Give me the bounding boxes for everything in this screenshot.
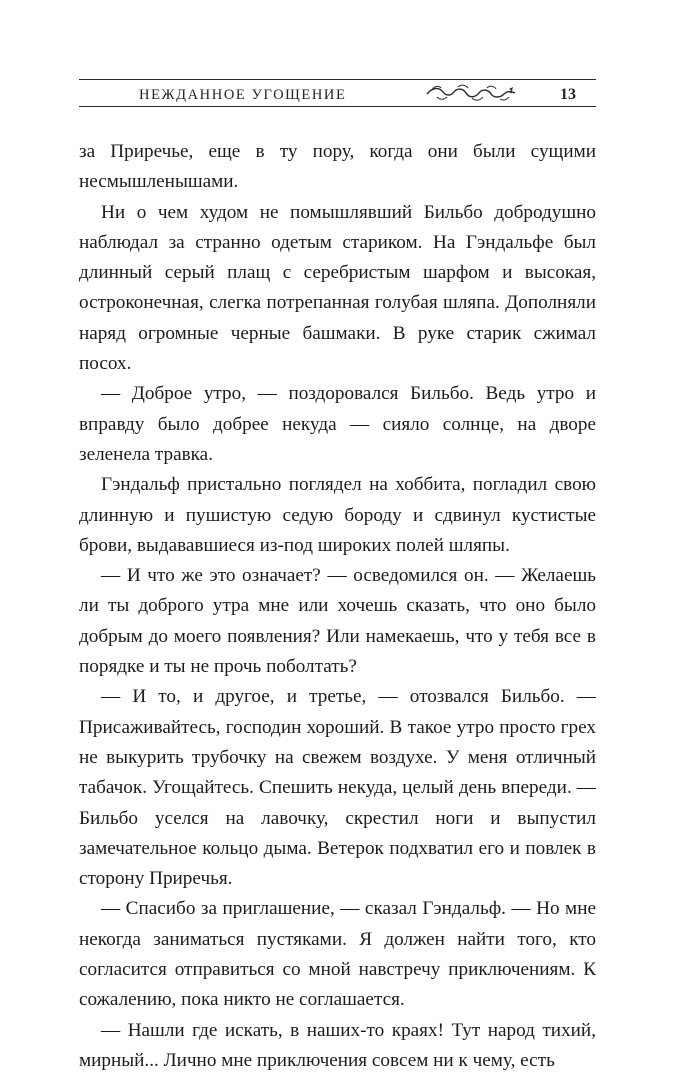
paragraph-6: — И то, и другое, и третье, — отозвался Бильбо. — Присаживайтесь, господин хороший. В такое утро просто грех не выкурить трубочку на свежем воздухе. У меня отличный табачок. Угощайтесь. Спешить некуда, целый день впереди. — Бильбо уселся на лавочку, скрестил ноги и выпустил замечательное кольцо дыма. Ветерок подхватил его и повлек в сторону Приречья. (79, 686, 596, 890)
page-number: 13 (560, 86, 576, 103)
paragraph-4: Гэндальф пристально поглядел на хоббита, погладил свою длинную и пушистую седую бороду и сдвинул кустистые брови, выдававшиеся из-под широких полей шляпы. (79, 474, 596, 556)
running-title: НЕЖДАННОЕ УГОЩЕНИЕ (139, 87, 347, 103)
dragon-ornament-icon (425, 83, 517, 103)
paragraph-8: — Нашли где искать, в наших-то краях! Тут народ тихий, мирный... Лично мне приключения совсем ни к чему, есть (79, 1019, 596, 1071)
paragraph-1: за Приречье, еще в ту пору, когда они были сущими несмышленышами. (79, 141, 596, 193)
paragraph-5: — И что же это означает? — осведомился он. — Желаешь ли ты доброго утра мне или хочешь сказать, что оно было добрым до моего появления? Или намекаешь, что у тебя все в порядке и ты не прочь поболтать? (79, 565, 596, 678)
paragraph-7: — Спасибо за приглашение, — сказал Гэндальф. — Но мне некогда заниматься пустяками. Я должен найти того, кто согласится отправиться со мной навстречу приключениям. К сожалению, пока никто не соглашается. (79, 898, 596, 1011)
paragraph-2: Ни о чем худом не помышлявший Бильбо добродушно наблюдал за странно одетым стариком. На Гэндальфе был длинный серый плащ с серебристым шарфом и высокая, остроконечная, слегка потрепанная голубая шляпа. Дополняли наряд огромные черные башмаки. В руке старик сжимал посох. (79, 201, 596, 375)
page-body (79, 137, 596, 1076)
page-header (79, 79, 596, 107)
header-rule-top (79, 79, 596, 80)
header-rule-bottom (79, 106, 596, 107)
paragraph-3: — Доброе утро, — поздоровался Бильбо. Ведь утро и вправду было добрее некуда — сияло солнце, на дворе зеленела травка. (79, 383, 596, 465)
